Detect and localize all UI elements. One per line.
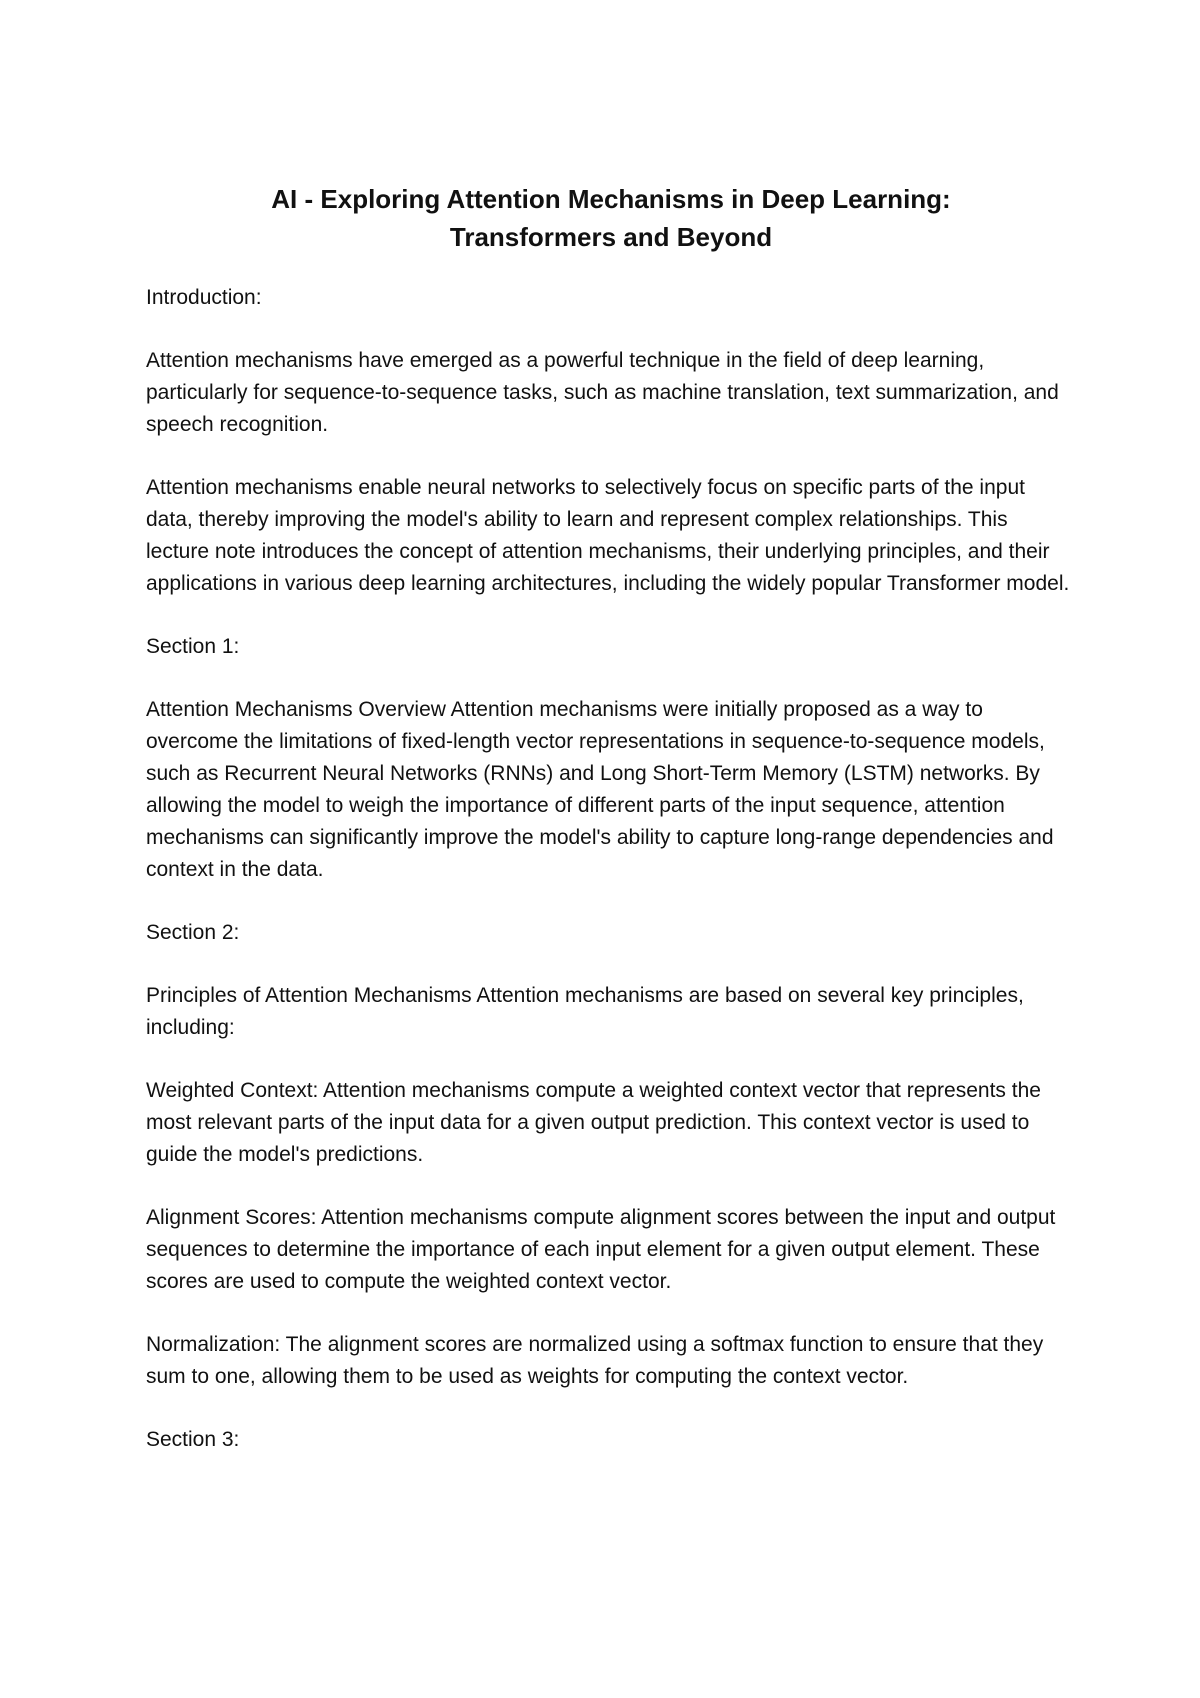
section-2-paragraph-3: Alignment Scores: Attention mechanisms compute alignment scores between the input and output sequences to determine the importance of each input element for a given output element. These scores are used to compute the weighted context vector. (146, 1206, 1056, 1293)
intro-paragraph-1: Attention mechanisms have emerged as a powerful technique in the field of deep learning, particularly for sequence-to-sequence tasks, such as machine translation, text summarization, and speech recognition. (146, 349, 1059, 436)
section-2-paragraph-1: Principles of Attention Mechanisms Attention mechanisms are based on several key principles, including: (146, 984, 1024, 1039)
title-line-1: AI - Exploring Attention Mechanisms in Deep Learning: (271, 184, 951, 214)
section-1-paragraph-1: Attention Mechanisms Overview Attention mechanisms were initially proposed as a way to overcome the limitations of fixed-length vector representations in sequence-to-sequence models, such as Recurrent Neural Networks (RNNs) and Long Short-Term Memory (LSTM) networks. By allowing the model to weigh the importance of different parts of the input sequence, attention mechanisms can significantly improve the model's ability to capture long-range dependencies and context in the data. (146, 698, 1054, 881)
section-1-heading: Section 1: (146, 635, 240, 658)
section-3-heading: Section 3: (146, 1428, 240, 1451)
document-title (146, 180, 1076, 256)
section-2-paragraph-2: Weighted Context: Attention mechanisms compute a weighted context vector that represents the most relevant parts of the input data for a given output prediction. This context vector is used to guide the model's predictions. (146, 1079, 1041, 1166)
section-2-heading: Section 2: (146, 921, 240, 944)
section-2-paragraph-4: Normalization: The alignment scores are normalized using a softmax function to ensure that they sum to one, allowing them to be used as weights for computing the context vector. (146, 1333, 1044, 1388)
intro-paragraph-2: Attention mechanisms enable neural networks to selectively focus on specific parts of the input data, thereby improving the model's ability to learn and represent complex relationships. This lecture note introduces the concept of attention mechanisms, their underlying principles, and their applications in various deep learning architectures, including the widely popular Transformer model. (146, 476, 1070, 595)
introduction-heading: Introduction: (146, 286, 262, 309)
document-body (146, 180, 1076, 1487)
title-line-2: Transformers and Beyond (449, 222, 773, 252)
